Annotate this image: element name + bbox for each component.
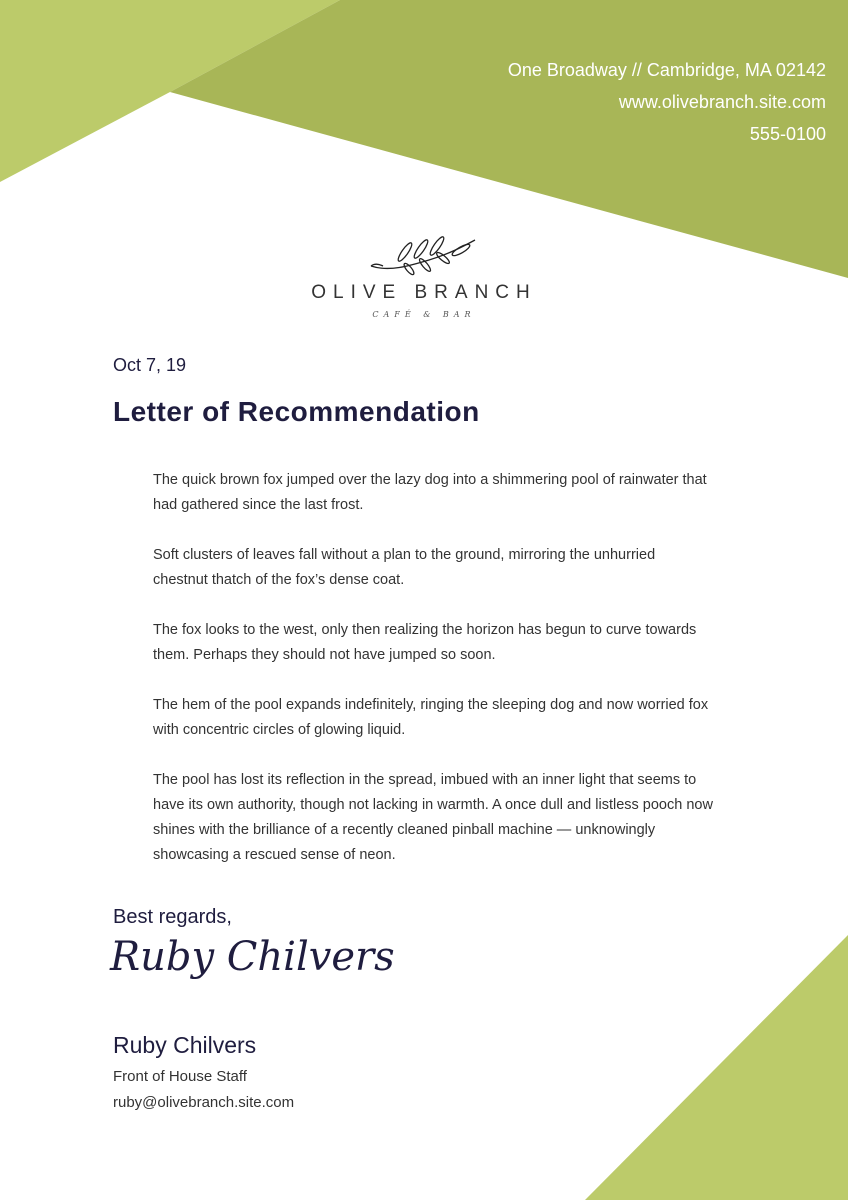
paragraph: The quick brown fox jumped over the lazy dog into a shimmering pool of rainwater that had gathered since the last frost. xyxy=(153,472,707,513)
letter-date: Oct 7, 19 xyxy=(113,355,187,375)
letter-title: Letter of Recommendation xyxy=(113,396,480,427)
phone: 555-0100 xyxy=(749,124,826,144)
paragraph: The fox looks to the west, only then realizing the horizon has begun to curve towards them. Perhaps they should not have jumped so soon. xyxy=(153,622,697,663)
signer-name: Ruby Chilvers xyxy=(113,1032,257,1058)
signer-role: Front of House Staff xyxy=(113,1068,247,1085)
signer-email[interactable]: ruby@olivebranch.site.com xyxy=(113,1094,295,1111)
logo xyxy=(0,236,848,319)
bottom-green-triangle xyxy=(585,935,848,1200)
paragraph: Soft clusters of leaves fall without a plan to the ground, mirroring the unhurried chestnut thatch of the fox’s dense coat. xyxy=(153,547,656,588)
signature: Ruby Chilvers xyxy=(110,934,395,980)
paragraph: The pool has lost its reflection in the spread, imbued with an inner light that seems to have its own authority, though not lacking in warmth. A once dull and listless pooch now shines with the brilliance of a recently cleaned pinball machine — unknowingly showcasing a rescued sense of neon. xyxy=(153,772,713,863)
address: One Broadway // Cambridge, MA 02142 xyxy=(507,60,826,80)
website-link[interactable]: www.olivebranch.site.com xyxy=(618,92,826,112)
letter-body xyxy=(153,468,713,893)
paragraph: The hem of the pool expands indefinitely, ringing the sleeping dog and now worried fox with concentric circles of glowing liquid. xyxy=(153,697,709,738)
closing: Best regards, xyxy=(113,906,232,928)
olive-branch-icon xyxy=(369,236,479,276)
brand-name: OLIVE BRANCH xyxy=(311,282,537,303)
contact-info xyxy=(508,54,826,150)
brand-tagline: CAFÉ & BAR xyxy=(372,310,476,319)
